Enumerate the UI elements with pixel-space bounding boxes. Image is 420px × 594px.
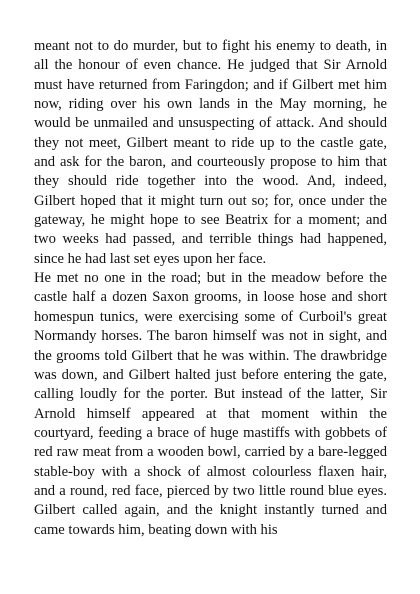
paragraph-1: meant not to do murder, but to fight his enemy to death, in all the honour of even chance. He judged that Sir Arnold must have returned from Faringdon; and if Gilbert met him now, riding over his own lands in the May morning, he would be unmailed and unsuspecting of attack. And should they not meet, Gilbert meant to ride up to the castle gate, and ask for the baron, and courteously propose to him that they should ride together into the wood. And, indeed, Gilbert hoped that it might turn out so; for, once under the gateway, he might hope to see Beatrix for a moment; and two weeks had passed, and terrible things had happened, since he had last set eyes upon her face. <box>34 38 387 267</box>
document-page <box>34 37 387 540</box>
paragraph-2: He met no one in the road; but in the meadow before the castle half a dozen Saxon grooms, in loose hose and short homespun tunics, were exercising some of Curboil's great Normandy horses. The baron himself was not in sight, and the grooms told Gilbert that he was within. The drawbridge was down, and Gilbert halted just before entering the gate, calling loudly for the porter. But instead of the latter, Sir Arnold himself appeared at that moment within the courtyard, feeding a brace of huge mastiffs with gobbets of red raw meat from a wooden bowl, carried by a bare-legged stable-boy with a shock of almost colourless flaxen hair, and a round, red face, pierced by two little round blue eyes. Gilbert called again, and the knight instantly turned and came towards him, beating down with his <box>34 270 387 538</box>
